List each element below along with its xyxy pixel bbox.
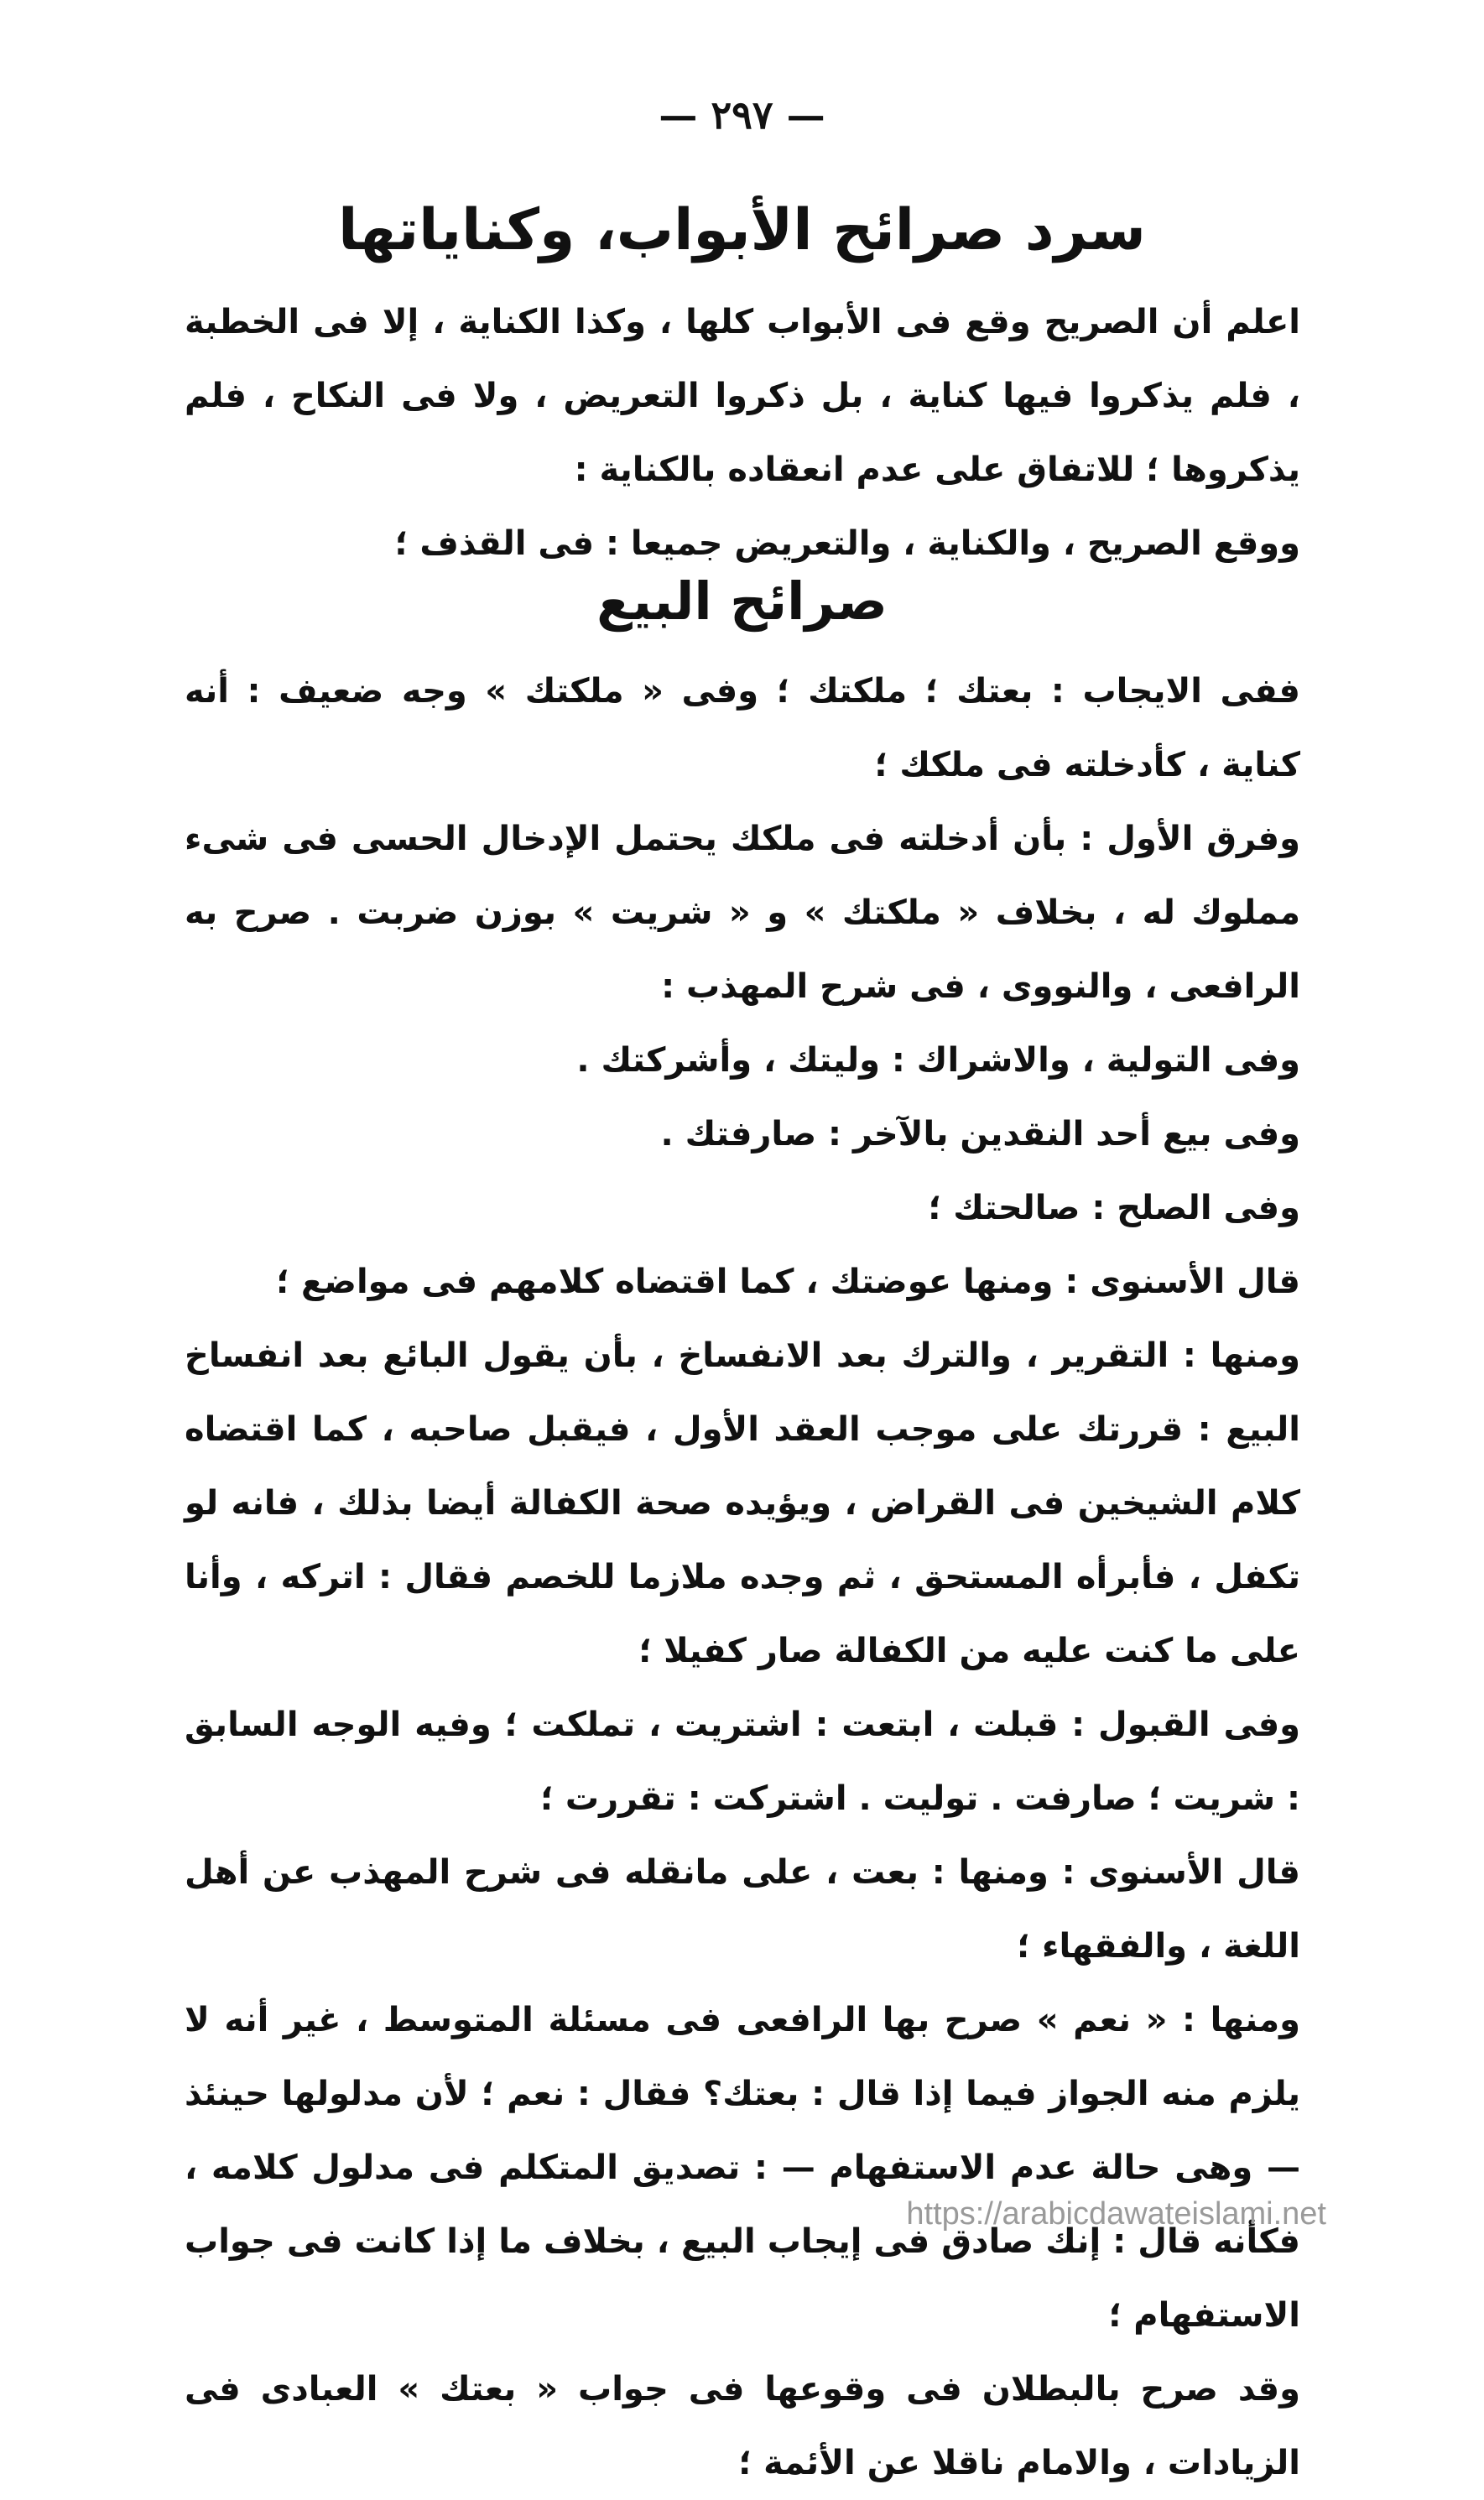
paragraph-3: ففى الايجاب : بعتك ؛ ملكتك ؛ وفى « ملكتك » وجه ضعيف : أنه كناية ، كأدخلته فى ملكك ؛ (185, 672, 1300, 784)
paragraph-9: ومنها : التقرير ، والترك بعد الانفساخ ، بأن يقول البائع بعد انفساخ البيع : قررتك على موجب العقد الأول ، فيقبل صاحبه ، كما اقتضاه كلام الشيخين فى القراض ، ويؤيده صحة الكفالة أيضا بذلك ، فانه لو تكفل ، فأبرأه المستحق ، ثم وجده ملازما للخصم فقال : اتركه ، وأنا على ما كنت عليه من الكفالة صار كفيلا ؛ (185, 1336, 1300, 1670)
paragraph-13: وقد صرح بالبطلان فى وقوعها فى جواب « بعتك » العبادى فى الزيادات ، والامام ناقلا عن الأئمة ؛ (185, 2370, 1300, 2482)
paragraph-6: وفى بيع أحد النقدين بالآخر : صارفتك . (660, 1115, 1300, 1154)
paragraph-12: ومنها : « نعم » صرح بها الرافعى فى مسئلة المتوسط ، غير أنه لا يلزم منه الجواز فيما إذا قال : بعتك؟ فقال : نعم ؛ لأن مدلولها حينئذ — وهى حالة عدم الاستفهام — : تصديق المتكلم فى مدلول كلامه ، فكأنه قال : إنك صادق فى إيجاب البيع ، بخلاف ما إذا كانت فى جواب الاستفهام ؛ (185, 2001, 1300, 2335)
section-heading-2: صرائح البيع (596, 570, 888, 632)
section-1-body (185, 285, 1300, 581)
paragraph-2: ووقع الصريح ، والكناية ، والتعريض جميعا : فى القذف ؛ (394, 524, 1300, 563)
paragraph-10: وفى القبول : قبلت ، ابتعت : اشتريت ، تملكت ؛ وفيه الوجه السابق : شريت ؛ صارفت . توليت . اشتركت : تقررت ؛ (185, 1706, 1300, 1818)
website-watermark: https://arabicdawateislami.net (906, 2196, 1326, 2232)
paragraph-7: وفى الصلح : صالحتك ؛ (928, 1189, 1300, 1227)
section-heading-1: سرد صرائح الأبواب، وكناياتها (338, 197, 1146, 263)
paragraph-4: وفرق الأول : بأن أدخلته فى ملكك يحتمل الإدخال الحسى فى شىء مملوك له ، بخلاف « ملكتك » و « شريت » بوزن ضربت . صرح به الرافعى ، والنووى ، فى شرح المهذب : (185, 820, 1300, 1006)
paragraph-1: اعلم أن الصريح وقع فى الأبواب كلها ، وكذا الكناية ، إلا فى الخطبة ، فلم يذكروا فيها كناية ، بل ذكروا التعريض ، ولا فى النكاح ، فلم يذكروها ؛ للاتفاق على عدم انعقاده بالكناية : (185, 303, 1300, 489)
paragraph-11: قال الأسنوى : ومنها : بعت ، على مانقله فى شرح المهذب عن أهل اللغة ، والفقهاء ؛ (185, 1853, 1300, 1966)
paragraph-8: قال الأسنوى : ومنها عوضتك ، كما اقتضاه كلامهم فى مواضع ؛ (276, 1263, 1300, 1301)
paragraph-5: وفى التولية ، والاشراك : وليتك ، وأشركتك . (576, 1041, 1300, 1080)
page-number: — ٢٩٧ — (659, 92, 825, 138)
